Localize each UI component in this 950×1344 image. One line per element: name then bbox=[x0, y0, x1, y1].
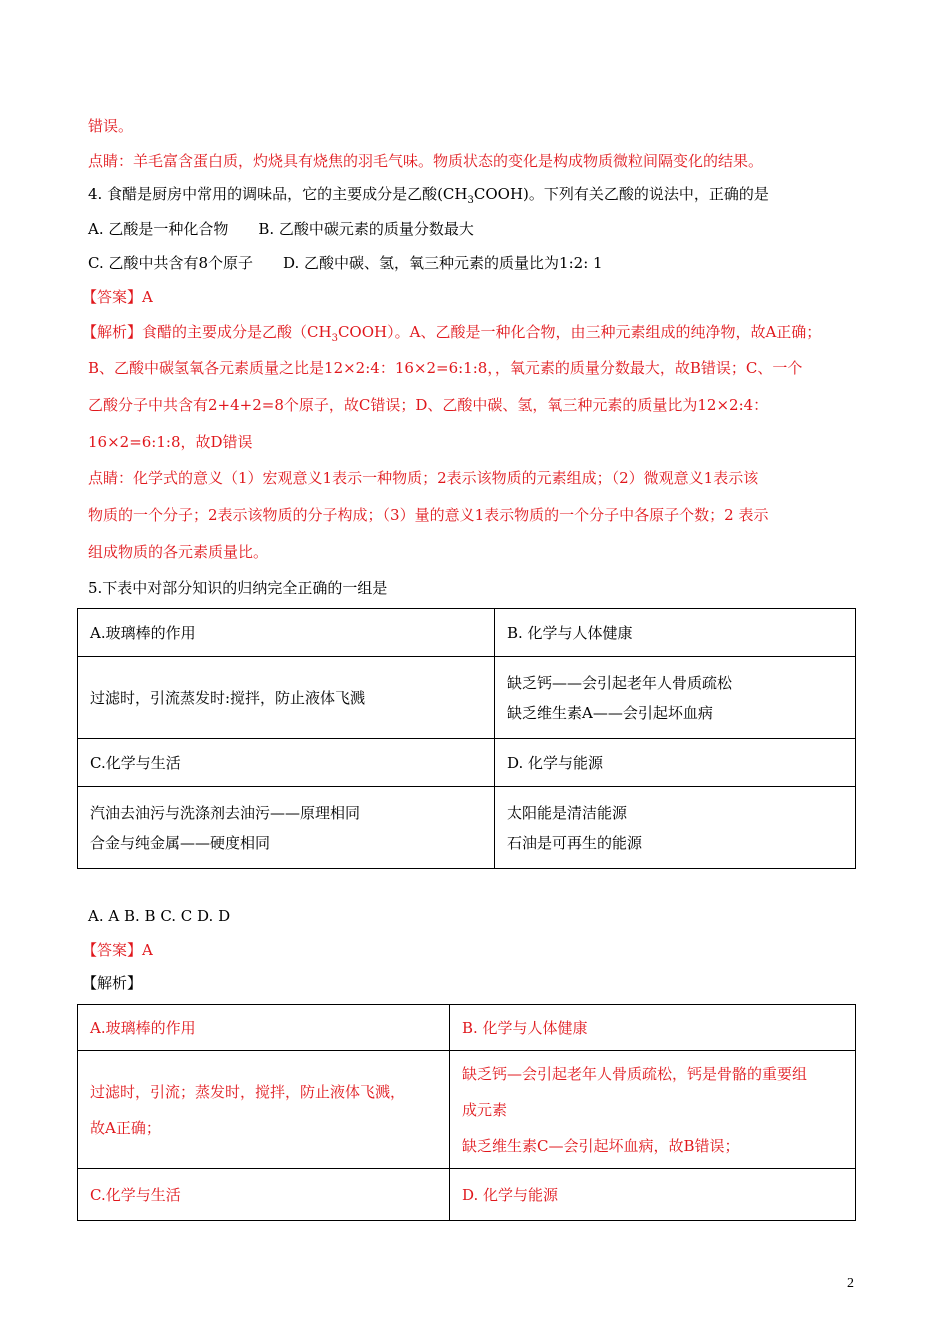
table1-b-body: 缺乏钙——会引起老年人骨质疏松 缺乏维生素A——会引起坏血病 bbox=[495, 657, 856, 739]
table2-d-head: D. 化学与能源 bbox=[450, 1169, 856, 1221]
q4-option-c: C. 乙酸中共含有8个原子 bbox=[88, 254, 254, 272]
q4-option-d: D. 乙酸中碳、氢，氧三种元素的质量比为1:2: 1 bbox=[283, 254, 603, 272]
q5-knowledge-table bbox=[77, 608, 856, 869]
q4-analysis-l1: 【解析】食醋的主要成分是乙酸$(CH_3COOH)$。A、乙酸是一种化合物，由三种元素组成的纯净物，故A正确； bbox=[82, 323, 822, 344]
table2-b-head: B. 化学与人体健康 bbox=[450, 1005, 856, 1051]
q5-stem: 5.下表中对部分知识的归纳完全正确的一组是 bbox=[88, 579, 388, 597]
table1-c-head: C.化学与生活 bbox=[78, 739, 495, 787]
page-number: 2 bbox=[847, 1276, 854, 1291]
q5-analysis-tag: 【解析】 bbox=[82, 974, 143, 992]
table1-b-head: B. 化学与人体健康 bbox=[495, 609, 856, 657]
q5-analysis-table bbox=[77, 1004, 856, 1221]
q4-tip-l1: 点睛：化学式的意义（1）宏观意义1表示一种物质；2表示该物质的元素组成；（2）微观意义1表示该 bbox=[88, 469, 759, 487]
table1-a-head: A.玻璃棒的作用 bbox=[78, 609, 495, 657]
q4-analysis-l3: 乙酸分子中共含有2+4+2=8个原子，故C错误；D、乙酸中碳、氢，氧三种元素的质量比为12×2:4： bbox=[88, 396, 769, 414]
q4-analysis-l2: B、乙酸中碳氢氧各元素质量之比是12×2:4：16×2=6:1:8，，氧元素的质量分数最大，故B错误；C、一个 bbox=[88, 359, 803, 377]
q4-tip-l2: 物质的一个分子；2表示该物质的分子构成；（3）量的意义1表示物质的一个分子中各原子个数；2 表示 bbox=[88, 506, 769, 524]
table2-a-head: A.玻璃棒的作用 bbox=[78, 1005, 450, 1051]
q4-tip-l3: 组成物质的各元素质量比。 bbox=[88, 543, 269, 561]
q5-answer: 【答案】A bbox=[82, 941, 153, 959]
q4-stem: 4. 食醋是厨房中常用的调味品，它的主要成分是乙酸$(CH_3COOH)$。下列有关乙酸的说法中，正确的是 bbox=[88, 185, 769, 206]
q4-option-a: A. 乙酸是一种化合物 bbox=[88, 220, 229, 238]
table1-d-body: 太阳能是清洁能源 石油是可再生的能源 bbox=[495, 787, 856, 869]
q4-analysis-l4: 16×2=6:1:8，故D错误 bbox=[88, 433, 253, 451]
prev-analysis-tail: 错误。 bbox=[88, 117, 134, 135]
q4-options-ab bbox=[88, 217, 858, 241]
table1-c-body: 汽油去油污与洗涤剂去油污——原理相同 合金与纯金属——硬度相同 bbox=[78, 787, 495, 869]
prev-tip: 点睛：羊毛富含蛋白质，灼烧具有烧焦的羽毛气味。物质状态的变化是构成物质微粒间隔变化的结果。 bbox=[88, 152, 764, 170]
table1-a-body: 过滤时，引流蒸发时:搅拌，防止液体飞溅 bbox=[78, 657, 495, 739]
table2-b-body: 缺乏钙—会引起老年人骨质疏松，钙是骨骼的重要组 成元素 缺乏维生素C—会引起坏血病，故B错误； bbox=[450, 1051, 856, 1169]
q4-options-cd bbox=[88, 251, 858, 275]
table2-a-body: 过滤时，引流；蒸发时，搅拌，防止液体飞溅， 故A正确； bbox=[78, 1051, 450, 1169]
table1-d-head: D. 化学与能源 bbox=[495, 739, 856, 787]
table2-c-head: C.化学与生活 bbox=[78, 1169, 450, 1221]
q4-answer: 【答案】A bbox=[82, 288, 153, 306]
q5-options: A. A B. B C. C D. D bbox=[88, 907, 231, 925]
q4-option-b: B. 乙酸中碳元素的质量分数最大 bbox=[258, 220, 474, 238]
